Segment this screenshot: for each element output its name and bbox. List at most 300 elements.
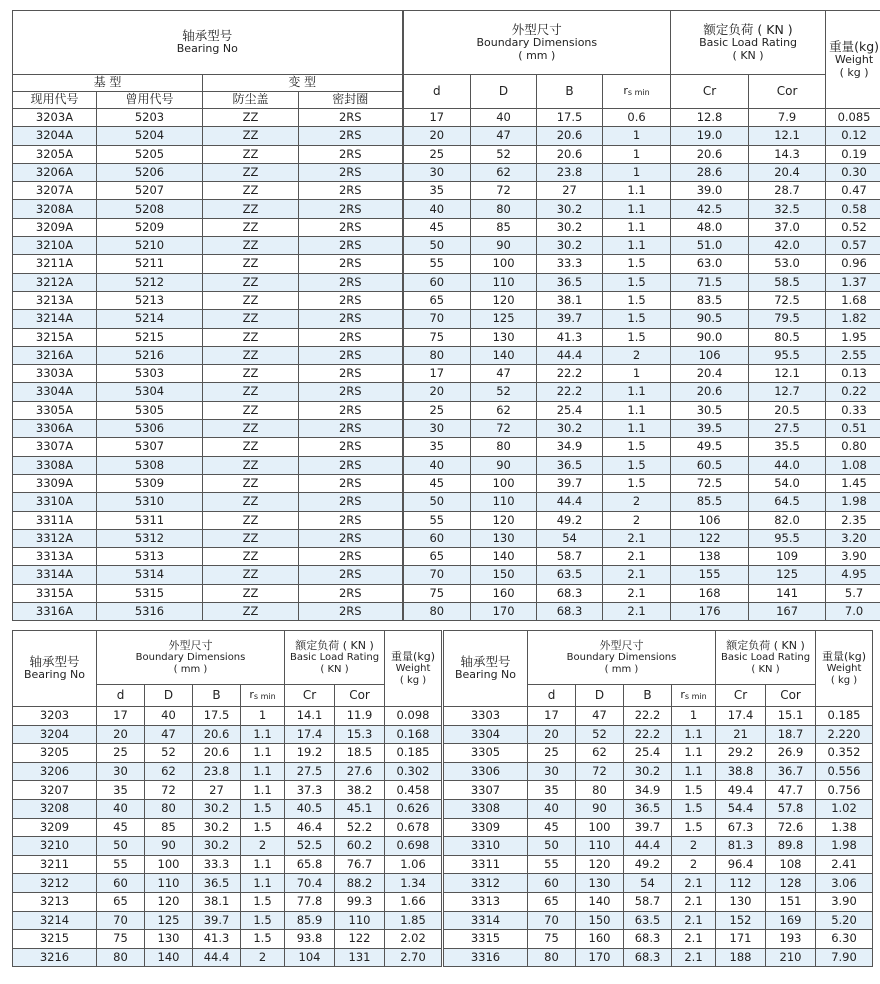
table-cell: 33.3 [193,855,241,874]
table-cell: 60.5 [671,456,749,474]
table-cell: 5215 [97,328,203,346]
table-cell: 3203A [13,109,97,127]
table-row [444,855,873,874]
table-cell: 150 [576,911,624,930]
table-cell: 3314A [13,566,97,584]
table-row [13,237,880,255]
table-cell: 40 [145,707,193,726]
table-cell: 14.3 [749,145,826,163]
table-cell: 40 [403,456,471,474]
table-row [13,438,880,456]
table-cell: 3210 [13,837,97,856]
table-cell: 5211 [97,255,203,273]
table-cell: 30.2 [537,420,603,438]
table-cell: 79.5 [749,310,826,328]
table-cell: 20.6 [537,127,603,145]
table-cell: 1.1 [603,420,671,438]
table-cell: 46.4 [285,818,335,837]
table-row [444,744,873,763]
table-cell: 90 [471,456,537,474]
table-cell: 5304 [97,383,203,401]
table-cell: 5206 [97,163,203,181]
table-cell: 3204 [13,725,97,744]
table-cell: 22.2 [624,707,672,726]
table-cell: 77.8 [285,892,335,911]
table-cell: 168 [671,584,749,602]
table-cell: 155 [671,566,749,584]
table-cell: 5216 [97,346,203,364]
col-rs-header: $r_{s min}$ [672,685,716,707]
table-cell: 27 [537,182,603,200]
table-cell: 35 [528,781,576,800]
table-cell: 30.2 [193,818,241,837]
table-cell: 25.4 [537,401,603,419]
table-cell: 7.0 [826,603,880,621]
table-cell: ZZ [203,182,299,200]
table-cell: 12.8 [671,109,749,127]
table-cell: 2RS [299,163,403,181]
table-cell: 2.1 [672,911,716,930]
table-cell: 28.7 [749,182,826,200]
table-cell: 1.5 [672,781,716,800]
table-cell: 25 [403,401,471,419]
table-cell: 38.2 [335,781,385,800]
table-row [13,420,880,438]
table-cell: 1.82 [826,310,880,328]
table-row [444,781,873,800]
table-cell: 1.1 [603,237,671,255]
table-cell: 6.30 [816,930,873,949]
table-cell: 0.13 [826,365,880,383]
table-cell: 17.5 [193,707,241,726]
table-cell: 1 [603,163,671,181]
table-cell: 27.5 [285,762,335,781]
table-cell: 30.2 [193,799,241,818]
table-cell: 2RS [299,218,403,236]
table-cell: 125 [145,911,193,930]
table-cell: 1.1 [241,855,285,874]
table-33-body [444,707,873,967]
boundary-dimensions-header: 外型尺寸 Boundary Dimensions ( mm ) [403,11,671,75]
table-cell: 14.1 [285,707,335,726]
table-cell: 1.5 [672,818,716,837]
table-cell: 5204 [97,127,203,145]
table-cell: 120 [576,855,624,874]
table-cell: 36.5 [193,874,241,893]
table-cell: 1.5 [241,818,285,837]
table-cell: 42.0 [749,237,826,255]
table-cell: 0.12 [826,127,880,145]
table-cell: 44.0 [749,456,826,474]
col-rs-header: $r_{s min}$ [603,75,671,109]
table-cell: 0.556 [816,762,873,781]
table-cell: 85.5 [671,493,749,511]
table-cell: 26.9 [766,744,816,763]
table-cell: 2.02 [385,930,442,949]
col-cor-header: Cor [766,685,816,707]
table-cell: 27.6 [335,762,385,781]
table-cell: 55 [403,255,471,273]
dust-cover-header: 防尘盖 [203,92,299,109]
table-cell: 150 [471,566,537,584]
table-cell: 25.4 [624,744,672,763]
table-cell: 1.1 [603,383,671,401]
table-cell: 1.1 [241,762,285,781]
table-cell: 47 [145,725,193,744]
table-cell: 140 [145,948,193,967]
table-cell: ZZ [203,163,299,181]
table-cell: 20.6 [193,744,241,763]
table-row [13,584,880,602]
table-cell: 0.96 [826,255,880,273]
table-cell: 95.5 [749,529,826,547]
table-cell: 64.5 [749,493,826,511]
table-row [13,818,442,837]
table-cell: 22.2 [537,365,603,383]
table-cell: 30.2 [537,200,603,218]
table-cell: 1.5 [603,456,671,474]
table-cell: 3303 [444,707,528,726]
table-cell: 160 [576,930,624,949]
table-cell: 90.5 [671,310,749,328]
table-cell: 47 [471,127,537,145]
table-cell: 5306 [97,420,203,438]
table-cell: 75 [528,930,576,949]
variant-type-header: 变 型 [203,75,403,92]
table-row [13,218,880,236]
table-row [13,548,880,566]
table-cell: 2.41 [816,855,873,874]
col-d-header: d [97,685,145,707]
seal-ring-header: 密封圈 [299,92,403,109]
table-cell: 18.5 [335,744,385,763]
table-cell: 54 [537,529,603,547]
table-cell: 58.7 [624,892,672,911]
table-cell: 3203 [13,707,97,726]
table-cell: 0.458 [385,781,442,800]
table-row [13,474,880,492]
table-row [444,892,873,911]
table-cell: 49.5 [671,438,749,456]
table-cell: 3305A [13,401,97,419]
table-cell: 3310 [444,837,528,856]
table-cell: 45.1 [335,799,385,818]
table-cell: 23.8 [193,762,241,781]
table-cell: ZZ [203,218,299,236]
table-cell: 39.7 [624,818,672,837]
table-cell: 130 [471,529,537,547]
table-row [13,291,880,309]
table-cell: 0.22 [826,383,880,401]
table-cell: ZZ [203,255,299,273]
table-cell: 0.33 [826,401,880,419]
table-cell: 70.4 [285,874,335,893]
table-cell: 3307A [13,438,97,456]
current-code-header: 现用代号 [13,92,97,109]
table-cell: 1.5 [603,438,671,456]
table-cell: 5212 [97,273,203,291]
table-cell: 90 [576,799,624,818]
table-cell: 18.7 [766,725,816,744]
table-cell: 52.2 [335,818,385,837]
table-cell: 2RS [299,328,403,346]
table-cell: 2.220 [816,725,873,744]
table-row [13,310,880,328]
weight-header: 重量(kg) Weight ( kg ) [816,631,873,707]
col-D-header: D [471,75,537,109]
table-cell: 1.1 [241,725,285,744]
table-row [444,874,873,893]
table-cell: 20.6 [671,383,749,401]
table-cell: 4.95 [826,566,880,584]
table-cell: 1.5 [241,930,285,949]
table-cell: 58.5 [749,273,826,291]
table-cell: 23.8 [537,163,603,181]
table-cell: 67.3 [716,818,766,837]
table-cell: 36.5 [537,456,603,474]
weight-header: 重量(kg) Weight ( kg ) [385,631,442,707]
table-cell: 130 [145,930,193,949]
table-cell: 2.70 [385,948,442,967]
table-cell: 1.5 [241,799,285,818]
table-row [444,818,873,837]
table-cell: 35 [403,438,471,456]
col-B-header: B [537,75,603,109]
table-cell: 3316A [13,603,97,621]
table-cell: 85.9 [285,911,335,930]
table-cell: 5205 [97,145,203,163]
table-cell: 0.678 [385,818,442,837]
table-row [13,383,880,401]
table-cell: 1.5 [672,799,716,818]
table-cell: 1.66 [385,892,442,911]
table-cell: 30 [403,163,471,181]
table-cell: 55 [403,511,471,529]
table-cell: 20.6 [537,145,603,163]
table-cell: 19.2 [285,744,335,763]
table-cell: 44.4 [537,493,603,511]
table-cell: 3311 [444,855,528,874]
table-cell: 1.1 [603,401,671,419]
table-cell: 65 [97,892,145,911]
table-cell: 3306 [444,762,528,781]
table-cell: 62 [576,744,624,763]
table-cell: 50 [97,837,145,856]
table-cell: 7.90 [816,948,873,967]
table-cell: ZZ [203,474,299,492]
table-cell: 40.5 [285,799,335,818]
table-cell: 0.756 [816,781,873,800]
old-code-header: 曾用代号 [97,92,203,109]
table-cell: 5316 [97,603,203,621]
table-cell: 2 [672,837,716,856]
table-cell: 3205 [13,744,97,763]
table-cell: 44.4 [537,346,603,364]
table-cell: 63.0 [671,255,749,273]
table-cell: 0.085 [826,109,880,127]
table-cell: 110 [576,837,624,856]
table-cell: 28.6 [671,163,749,181]
table-cell: 1 [672,707,716,726]
table-cell: 30 [97,762,145,781]
table-cell: 30.2 [193,837,241,856]
table-cell: 30 [528,762,576,781]
table-cell: 2.1 [603,566,671,584]
table-cell: 3310A [13,493,97,511]
table-cell: 1.5 [603,255,671,273]
table-cell: 3208 [13,799,97,818]
table-cell: 2RS [299,603,403,621]
table-cell: 138 [671,548,749,566]
table-cell: 100 [471,255,537,273]
table-row [13,255,880,273]
table-cell: 0.6 [603,109,671,127]
table-cell: 1.5 [603,310,671,328]
table-cell: ZZ [203,200,299,218]
table-cell: 75 [403,328,471,346]
table-cell: 35 [97,781,145,800]
table-cell: 2RS [299,237,403,255]
table-row [13,892,442,911]
table-cell: 71.5 [671,273,749,291]
table-cell: 38.1 [193,892,241,911]
col-d-header: d [528,685,576,707]
table-cell: 152 [716,911,766,930]
table-cell: 7.9 [749,109,826,127]
table-cell: 3206 [13,762,97,781]
table-cell: 20.6 [193,725,241,744]
table-cell: 20 [528,725,576,744]
table-cell: 27.5 [749,420,826,438]
table-cell: 93.8 [285,930,335,949]
table-cell: ZZ [203,237,299,255]
table-cell: 40 [97,799,145,818]
load-rating-header: 额定负荷 ( KN ) Basic Load Rating ( KN ) [285,631,385,685]
table-cell: 80 [528,948,576,967]
table-cell: 80 [403,603,471,621]
table-cell: 65.8 [285,855,335,874]
table-row [13,707,442,726]
table-cell: 52.5 [285,837,335,856]
table-cell: 3216 [13,948,97,967]
table-cell: 2.55 [826,346,880,364]
table-cell: 39.7 [193,911,241,930]
table-cell: 110 [145,874,193,893]
table-cell: 3215A [13,328,97,346]
table-cell: 29.2 [716,744,766,763]
bearing-no-header: 轴承型号 Bearing No [13,631,97,707]
table-cell: 141 [749,584,826,602]
table-cell: 62 [471,401,537,419]
table-cell: 3304A [13,383,97,401]
table-cell: 38.1 [537,291,603,309]
table-cell: 85 [145,818,193,837]
table-cell: 2RS [299,474,403,492]
table-cell: 3308 [444,799,528,818]
table-cell: 80 [145,799,193,818]
table-cell: 3314 [444,911,528,930]
table-cell: 3.20 [826,529,880,547]
table-cell: 0.80 [826,438,880,456]
table-cell: 60 [97,874,145,893]
table-cell: 2 [603,346,671,364]
table-cell: 2.1 [603,529,671,547]
table-cell: 2 [672,855,716,874]
table-cell: 3.90 [816,892,873,911]
table-cell: ZZ [203,291,299,309]
table-cell: ZZ [203,328,299,346]
table-cell: 0.57 [826,237,880,255]
table-cell: 1.1 [241,781,285,800]
table-cell: 63.5 [624,911,672,930]
table-cell: 3212 [13,874,97,893]
table-cell: 22.2 [624,725,672,744]
table-cell: 130 [471,328,537,346]
table-cell: 12.1 [749,127,826,145]
table-cell: 80 [576,781,624,800]
table-cell: 44.4 [624,837,672,856]
table-cell: 170 [471,603,537,621]
table-row [13,182,880,200]
table-cell: 2.35 [826,511,880,529]
table-cell: 1.98 [826,493,880,511]
table-cell: 5214 [97,310,203,328]
table-cell: 120 [471,511,537,529]
table-cell: 1.5 [603,474,671,492]
table-cell: 0.302 [385,762,442,781]
table-cell: 3204A [13,127,97,145]
table-cell: 1.5 [241,892,285,911]
table-row [13,493,880,511]
table-cell: 108 [766,855,816,874]
table-cell: 37.3 [285,781,335,800]
table-row [444,762,873,781]
table-cell: 1.02 [816,799,873,818]
table-cell: 125 [749,566,826,584]
table-row [444,948,873,967]
table-cell: 3210A [13,237,97,255]
table-cell: 2 [241,837,285,856]
table-cell: 171 [716,930,766,949]
table-cell: 3313A [13,548,97,566]
table-cell: 3312 [444,874,528,893]
table-cell: 38.8 [716,762,766,781]
table-row [13,127,880,145]
table-cell: 3304 [444,725,528,744]
table-row [444,837,873,856]
table-cell: 32.5 [749,200,826,218]
table-cell: 2RS [299,401,403,419]
table-cell: 50 [403,237,471,255]
table-cell: 12.1 [749,365,826,383]
table-cell: 5314 [97,566,203,584]
table-cell: 120 [471,291,537,309]
table-cell: 72.5 [671,474,749,492]
table-cell: 48.0 [671,218,749,236]
bearing-no-header: 轴承型号 Bearing No [13,11,403,75]
table-cell: 85 [471,218,537,236]
table-cell: 1.1 [241,874,285,893]
table-cell: 193 [766,930,816,949]
table-cell: 151 [766,892,816,911]
table-cell: 2RS [299,438,403,456]
table-cell: ZZ [203,456,299,474]
col-cor-header: Cor [335,685,385,707]
col-cr-header: Cr [285,685,335,707]
table-cell: 1.5 [603,273,671,291]
table-cell: ZZ [203,273,299,291]
table-a-body [13,109,880,621]
